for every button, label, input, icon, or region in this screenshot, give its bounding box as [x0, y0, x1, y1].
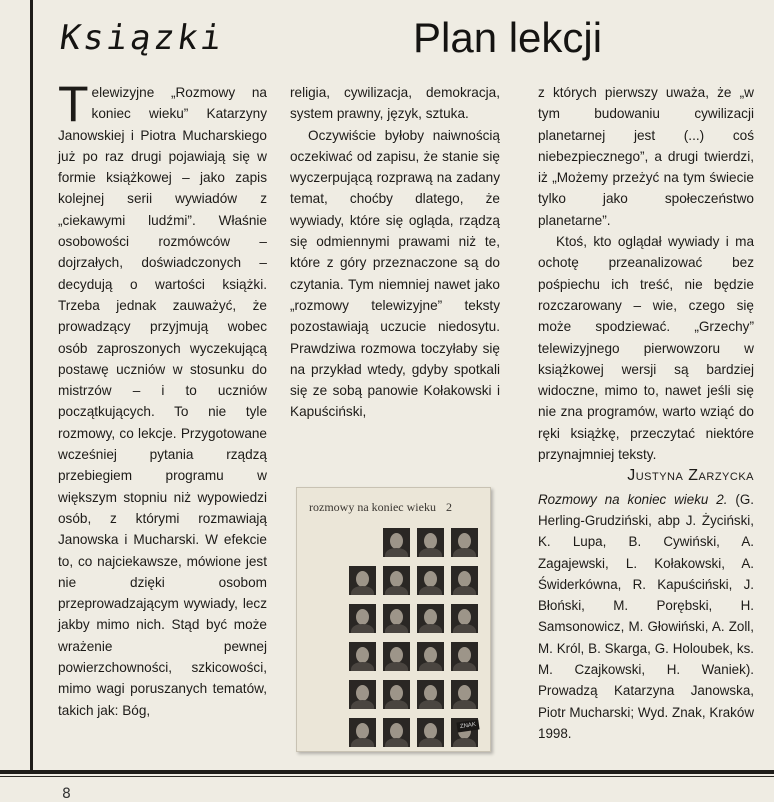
section-label: Ksiązki: [57, 18, 228, 58]
paragraph: z których pierwszy uważa, że „w tym budowaniu cywilizacji planetarnej jest (...) coś niebezpiecznego”, a drugi twierdzi, iż „Możemy przeżyć na tym świecie tylko jako społeczeństwo planetarne”.: [538, 85, 754, 228]
cover-number: 2: [445, 500, 452, 514]
bibliographic-note: [538, 489, 754, 745]
portrait-photo: [349, 680, 376, 709]
drop-cap: T: [58, 76, 89, 132]
publisher-logo: ZNAK: [456, 720, 479, 733]
paragraph: religia, cywilizacja, demokracja, system prawny, język, sztuka.: [290, 85, 500, 122]
portrait-photo: [451, 642, 478, 671]
portrait-photo: [349, 604, 376, 633]
text-column-3: [538, 82, 754, 744]
portrait-photo: [383, 718, 410, 747]
text-column-1: [58, 76, 267, 721]
paragraph: Ktoś, kto oglądał wywiady i ma ochotę przeanalizować bez pośpiechu ich treść, nie będzie rozczarowany – wie, czego się może spodziewać. „Grzechy” telewizyjnego pierwowzoru w książkowej wersji są bardziej widoczne, mimo to, nawet jeśli się nie zna programów, warto wziąć do ręki książkę, przeczytać niektóre przynajmniej teksty.: [538, 234, 754, 463]
portrait-photo: [417, 566, 444, 595]
article-title: Plan lekcji: [413, 14, 603, 61]
portrait-photo: [383, 528, 410, 557]
bottom-border-rule: [0, 770, 774, 774]
portrait-photo: [383, 566, 410, 595]
page-number: 8: [62, 786, 71, 802]
cover-title: [309, 500, 479, 515]
portrait-photo: [417, 642, 444, 671]
portrait-photo: [417, 604, 444, 633]
book-title: Rozmowy na koniec wieku 2.: [538, 491, 728, 507]
portrait-photo: [451, 604, 478, 633]
left-border-rule: [30, 0, 33, 772]
portrait-photo: [417, 528, 444, 557]
bottom-border-rule-thin: [0, 776, 774, 777]
book-cover-image: [296, 487, 491, 752]
paragraph: [58, 76, 267, 721]
portrait-photo: [383, 680, 410, 709]
portrait-photo: [417, 718, 444, 747]
portrait-photo: [451, 680, 478, 709]
portrait-photo: [349, 566, 376, 595]
portrait-photo: [383, 642, 410, 671]
portrait-photo: [451, 566, 478, 595]
cover-title-text: rozmowy na koniec wieku: [309, 500, 436, 514]
paragraph-text: elewizyjne „Rozmowy na koniec wieku” Katarzyny Janowskiej i Piotra Mucharskiego już po raz drugi pojawiają się w formie książkowej – jako zapis kolejnej serii wywiadów z „ciekawymi ludźmi”. Właśnie osobowości rozmówców – dojrzałych, doświadczonych – decydują o wartości książki. Trzeba jednak zauważyć, że prowadzący przyjmują wobec osób zaproszonych wyczekującą postawę uczniów w stosunku do mistrzów – i to uczniów początkujących. To nie tyle rozmowy, co lekcje. Przygotowane wcześniej pytania rządzą przebiegiem programu w większym stopniu niż wypowiedzi osób, z którymi rozmawiają Janowska i Mucharski. W efekcie to, co najciekawsze, mówione jest nie dzięki osobom przeprowadzającym wywiady, lecz jakby mimo nich. Stąd być może wrażenie pewnej powierzchowności, szkicowości, mimo wagi poruszanych tematów, takich jak: Bóg,: [58, 85, 267, 718]
paragraph: Oczywiście byłoby naiwnością oczekiwać od zapisu, że stanie się wyczerpującą rozprawą na zadany temat, choćby dlatego, że wywiady, które się ogląda, rządzą się odmiennymi prawami niż te, które z góry przeznaczone są do czytania. Tym niemniej nawet jako „rozmowy telewizyjne” teksty pozostawiają uczucie niedosytu. Prawdziwa rozmowa toczyłaby się na przykład wtedy, gdyby spotkali się ze sobą panowie Kołakowski i Kapuściński,: [290, 127, 500, 420]
author-signature: Justyna Zarzycka: [627, 467, 754, 485]
portrait-photo: [417, 680, 444, 709]
book-details: (G. Herling-Grudziński, abp J. Życiński, K. Lupa, B. Cywiński, A. Zagajewski, L. Kołakowski, A. Świderkówna, R. Kapuściński, J. Błoński, M. Porębski, H. Samsonowicz, M. Głowiński, A. Zoll, M. Król, B. Skarga, G. Holoubek, ks. M. Czajkowski, H. Waniek). Prowadzą Katarzyna Janowska, Piotr Mucharski; Wyd. Znak, Kraków 1998.: [538, 491, 754, 741]
portrait-photo: [383, 604, 410, 633]
text-column-2: [290, 82, 500, 423]
portrait-photo: [349, 718, 376, 747]
portrait-photo: [451, 528, 478, 557]
portrait-photo: [349, 642, 376, 671]
